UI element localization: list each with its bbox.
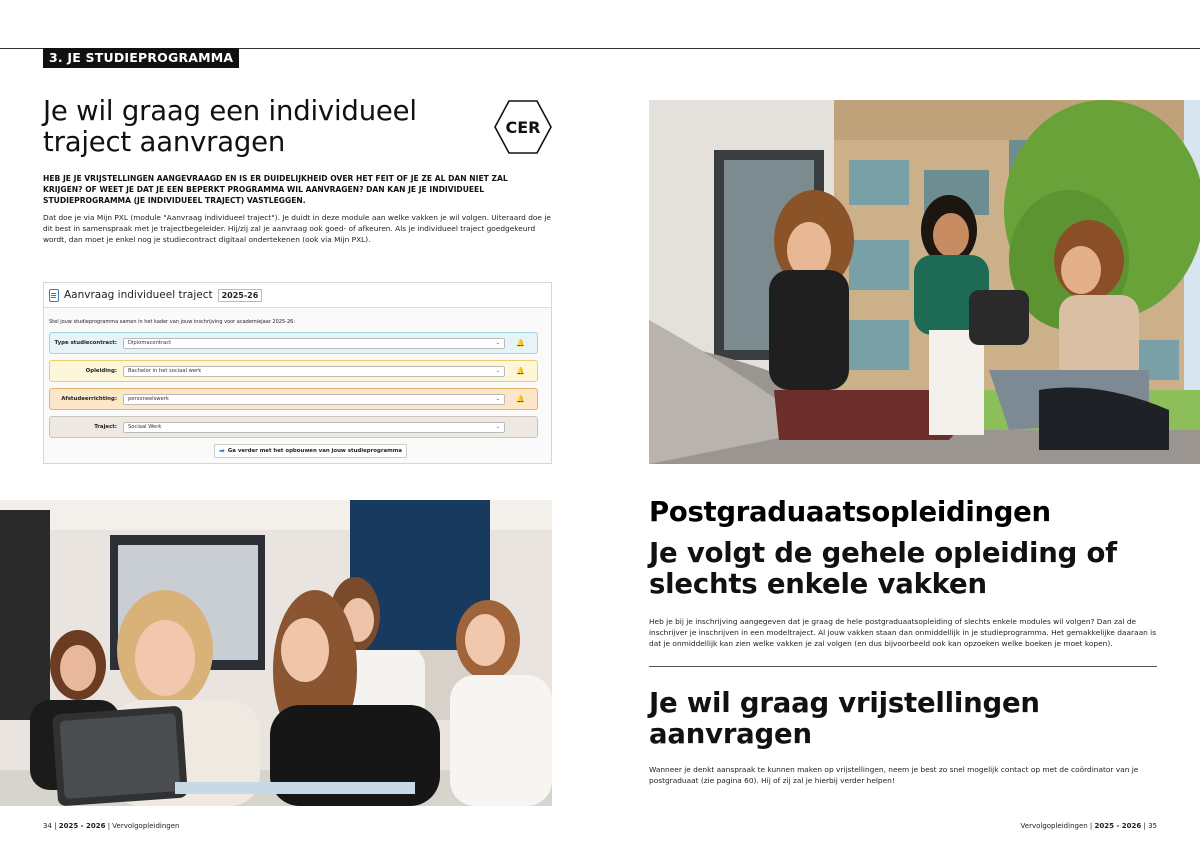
- chevron-down-icon: ⌄: [495, 368, 500, 374]
- hexagon-badge-icon: [493, 99, 553, 155]
- left-title: Je wil graag een individueel traject aanvragen: [43, 95, 417, 158]
- row-type-studiecontract: [49, 332, 538, 354]
- module-year-badge: 2025-26: [218, 289, 263, 302]
- module-header: [44, 283, 551, 308]
- document-icon: [49, 289, 59, 302]
- row-traject: [49, 416, 538, 438]
- right-subheading-2: Je wil graag vrijstellingen aanvragen: [649, 687, 1040, 750]
- warning-icon: 🔔: [516, 339, 525, 347]
- chevron-down-icon: ⌄: [495, 396, 500, 402]
- cer-badge: [493, 99, 553, 155]
- select-afstudeerrichting[interactable]: personeelswerk ⌄: [123, 394, 505, 405]
- footer-label: Vervolgopleidingen: [112, 822, 180, 830]
- right-subheading-1: Je volgt de gehele opleiding of slechts enkele vakken: [649, 537, 1117, 600]
- module-screenshot: [43, 282, 552, 464]
- right-paragraph-2: Wanneer je denkt aanspraak te kunnen maken op vrijstellingen, neem je best zo snel mogelijk contact op met de coördinator van je postgraduaat (zie pagina 60). Hij of zij zal je hierbij verder helpen!: [649, 765, 1139, 785]
- footer-left: 34 | 2025 - 2026 | Vervolgopleidingen: [43, 822, 180, 830]
- row-afstudeerrichting: [49, 388, 538, 410]
- right-paragraph-1: Heb je bij je inschrijving aangegeven dat je graag de hele postgraduaatsopleiding of slechts enkele modules wil volgen? Dan zal de inschrijver je inschrijven in een modeltraject. Al jouw vakken staan dan onmiddellijk in je studieprogramma. Het gemakkelijke daaraan is dat je onmiddellijk kan zien welke vakken je zal volgen (en dus bijvoorbeeld ook kan opzoeken welke boeken je moet kopen).: [649, 617, 1157, 648]
- right-heading: Postgraduaatsopleidingen: [649, 496, 1051, 528]
- left-lead: HEB JE JE VRIJSTELLINGEN AANGEVRAAGD EN IS ER DUIDELIJKHEID OVER HET FEIT OF JE ZE AL DAN NIET ZAL KRIJGEN? OF WEET JE DAT JE EEN BEPERKT PROGRAMMA WIL AANVRAGEN? DAN KAN JE JE INDIVIDUEEL STUDIEPROGRAMMA (JE INDIVIDUEEL TRAJECT) VASTLEGGEN.: [43, 174, 508, 205]
- arrow-right-icon: ➡: [219, 447, 225, 455]
- select-opleiding[interactable]: Bachelor in het sociaal werk ⌄: [123, 366, 505, 377]
- page-number: 35: [1148, 822, 1157, 830]
- section-tag: 3. JE STUDIEPROGRAMMA: [43, 48, 239, 68]
- warning-icon: 🔔: [516, 367, 525, 375]
- row-label: Traject:: [94, 424, 117, 430]
- row-opleiding: [49, 360, 538, 382]
- select-type-studiecontract[interactable]: Diplomacontract ⌄: [123, 338, 505, 349]
- row-label: Opleiding:: [85, 368, 117, 374]
- continue-button[interactable]: ➡ Ga verder met het opbouwen van jouw studieprogramma: [214, 444, 407, 458]
- footer-years: 2025 - 2026: [58, 822, 106, 830]
- divider: [649, 666, 1157, 667]
- left-paragraph: Dat doe je via Mijn PXL (module "Aanvraag individueel traject"). Je duidt in deze module aan welke vakken je wil volgen. Uiteraard doe je dit best in samenspraak met je trajectbegeleider. Hij/zij zal je aanvraag ook goed- of afkeuren. Als je individueel traject goedgekeurd wordt, dan moet je enkel nog je studiecontract digitaal ondertekenen (ook via Mijn PXL).: [43, 213, 551, 244]
- photo-students-classroom: [0, 500, 552, 806]
- chevron-down-icon: ⌄: [495, 424, 500, 430]
- footer-right: Vervolgopleidingen | 2025 - 2026 | 35: [1020, 822, 1157, 830]
- row-label: Type studiecontract:: [54, 340, 117, 346]
- row-label: Afstudeerrichting:: [61, 396, 117, 402]
- footer-label: Vervolgopleidingen: [1020, 822, 1088, 830]
- chevron-down-icon: ⌄: [495, 340, 500, 346]
- module-title: Aanvraag individueel traject: [64, 289, 213, 301]
- module-intro: Stel jouw studieprogramma samen in het kader van jouw inschrijving voor academiejaar 2025-26:: [49, 319, 296, 325]
- badge-label: CER: [505, 118, 541, 137]
- photo-students-campus: [649, 100, 1200, 464]
- footer-years: 2025 - 2026: [1094, 822, 1142, 830]
- page-number: 34: [43, 822, 52, 830]
- select-traject[interactable]: Sociaal Werk ⌄: [123, 422, 505, 433]
- warning-icon: 🔔: [516, 395, 525, 403]
